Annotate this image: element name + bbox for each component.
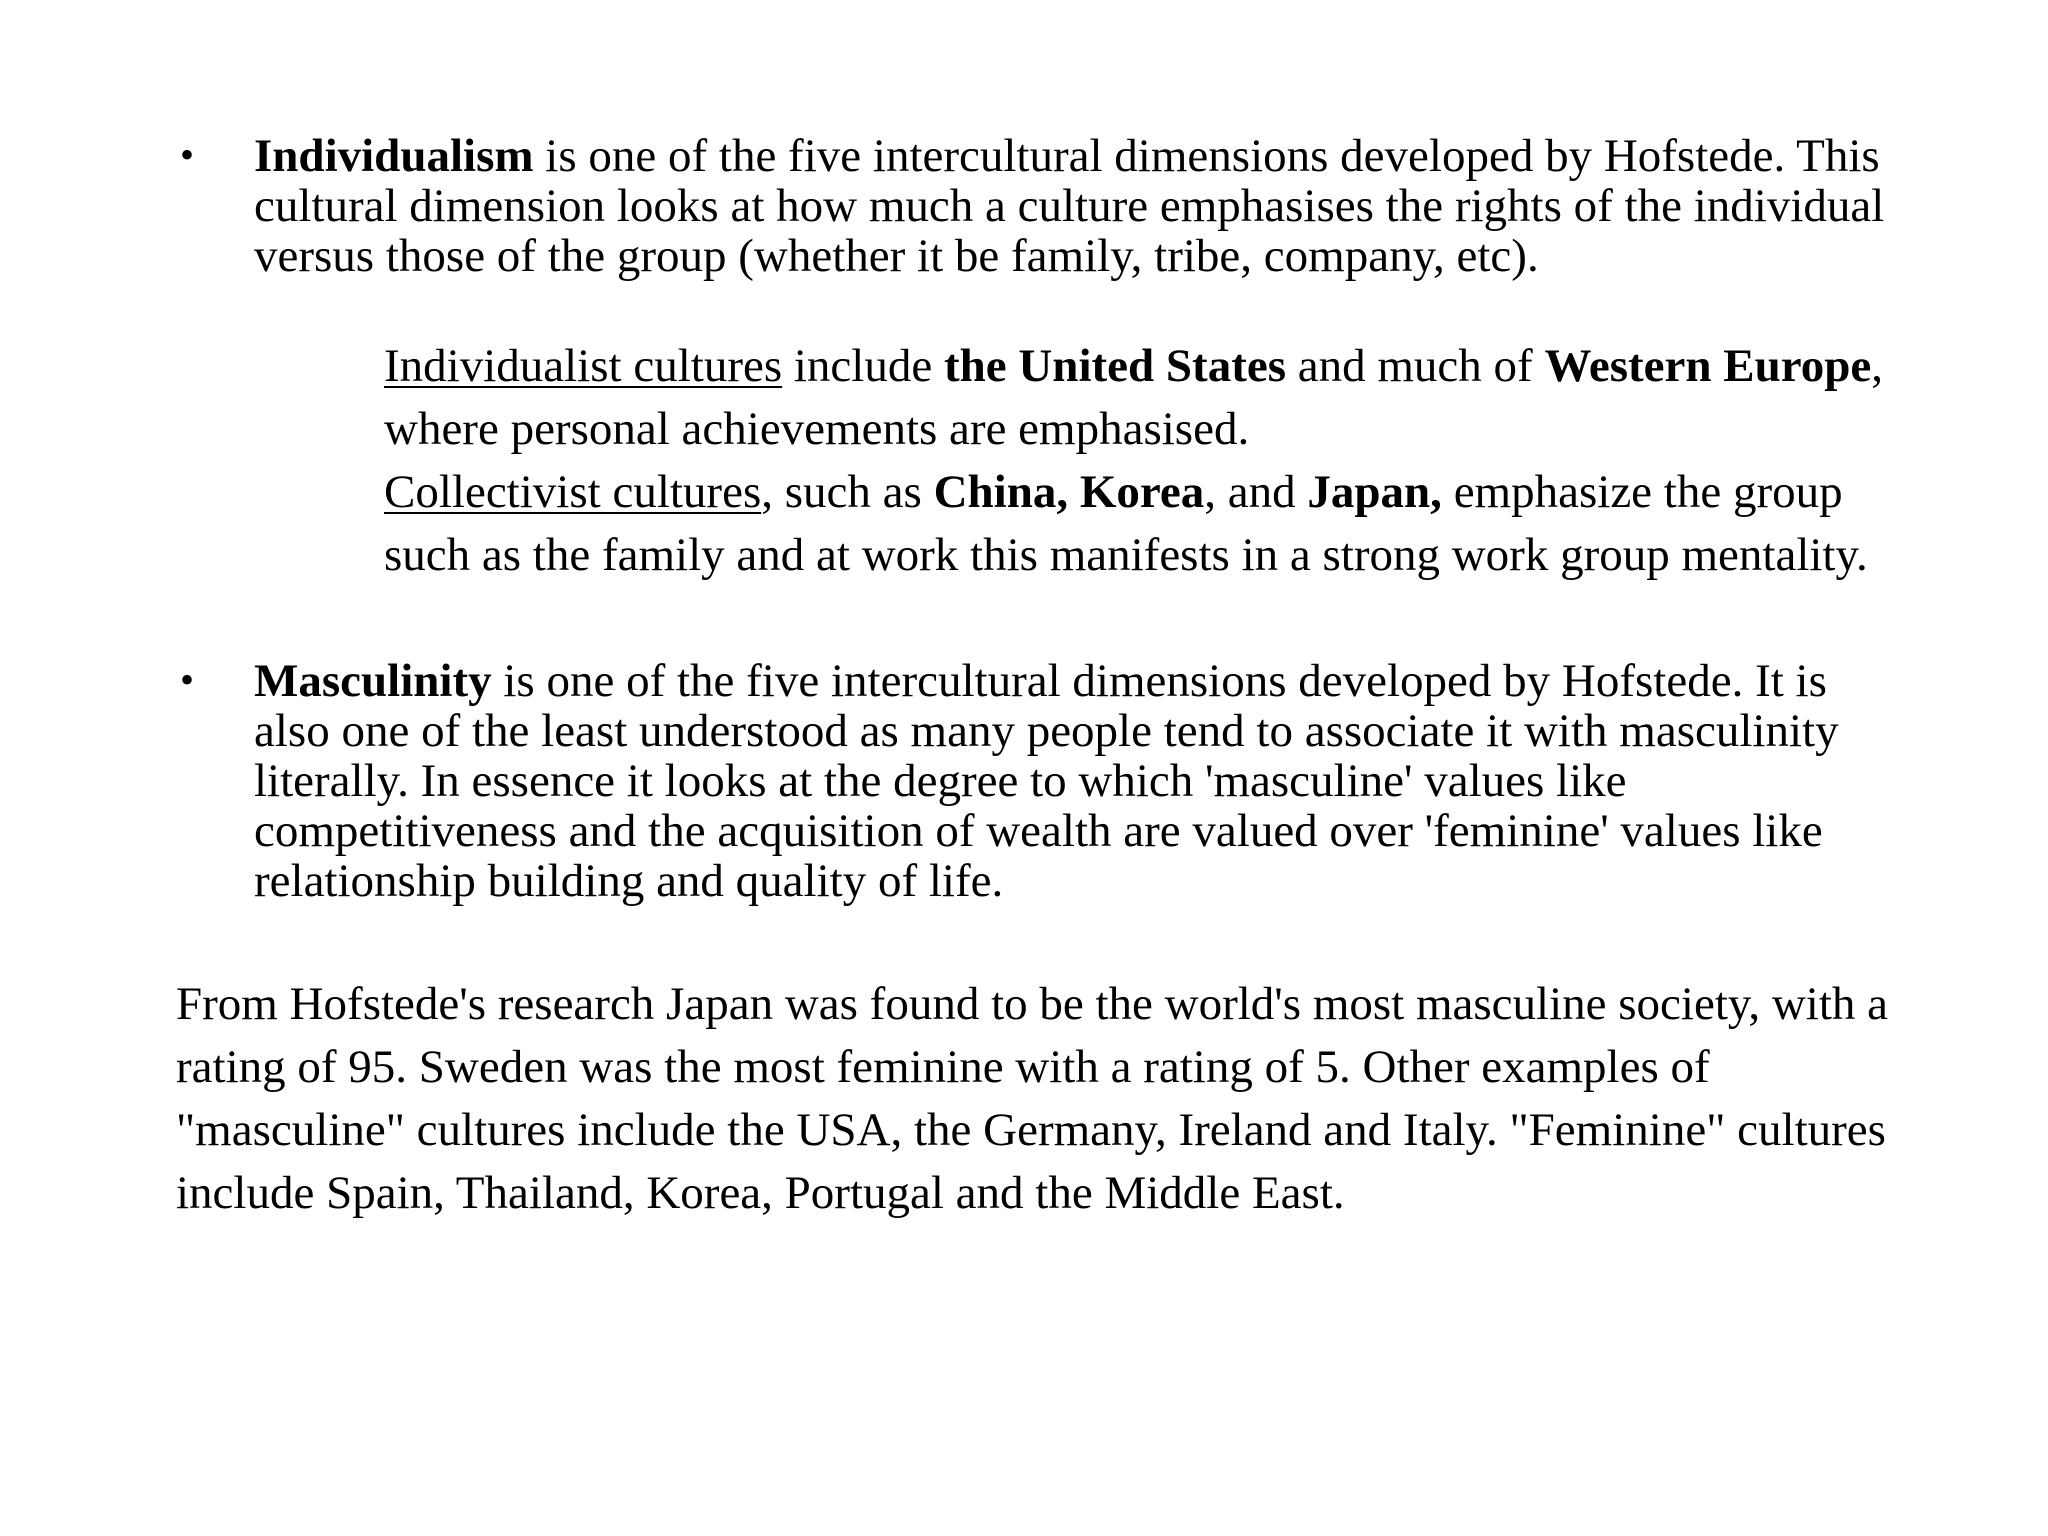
sub1-text-1: include — [782, 340, 944, 392]
term-individualism: Individualism — [254, 130, 534, 182]
individualism-description: is one of the five intercultural dimensions developed by Hofstede. This cultural dimension looks at how much a culture emphasises the rights of the individual versus those of the group (whether it be family, tribe, company, etc). — [254, 130, 1885, 282]
sub2-text-3: emphasize the group such as the family and at work this manifests in a strong work group mentality. — [384, 466, 1868, 581]
sub1-bold-us: the United States — [943, 340, 1287, 392]
sub2-bold-china-korea: China, Korea — [933, 466, 1205, 518]
sub-collectivist-cultures — [384, 461, 1904, 587]
sub1-bold-western-europe: Western Europe — [1544, 340, 1872, 392]
hofstede-research-paragraph: From Hofstede's research Japan was found to be the world's most masculine society, with a rating of 95. Sweden was the most feminine with a rating of 5. Other examples of "masculine" cultures include the USA, the Germany, Ireland and Italy. "Feminine" cultures include Spain, Thailand, Korea, Portugal and the Middle East. — [176, 978, 1889, 1219]
sub1-text-2: and much of — [1286, 340, 1545, 392]
sub2-bold-japan: Japan, — [1307, 466, 1442, 518]
label-individualist-cultures: Individualist cultures — [384, 340, 783, 392]
label-collectivist-cultures: Collectivist cultures — [384, 466, 762, 518]
masculinity-description: is one of the five intercultural dimensions developed by Hofstede. It is also one of the least understood as many people tend to associate it with masculinity literally. In essence it looks at the degree to which 'masculine' values like competitiveness and the acquisition of wealth are valued over 'feminine' values like relationship building and quality of life. — [254, 655, 1839, 907]
sub-individualist-cultures — [384, 335, 1904, 461]
bullet-marker-individualism: • — [180, 132, 195, 177]
sub1-text-3: , where personal achievements are emphasised. — [384, 340, 1884, 455]
bullet-masculinity — [254, 656, 1894, 906]
bullet-marker-masculinity: • — [180, 657, 195, 702]
sub2-text-2: , and — [1204, 466, 1308, 518]
term-masculinity: Masculinity — [254, 655, 492, 707]
bullet-individualism — [254, 131, 1894, 281]
sub2-text-1: , such as — [761, 466, 934, 518]
